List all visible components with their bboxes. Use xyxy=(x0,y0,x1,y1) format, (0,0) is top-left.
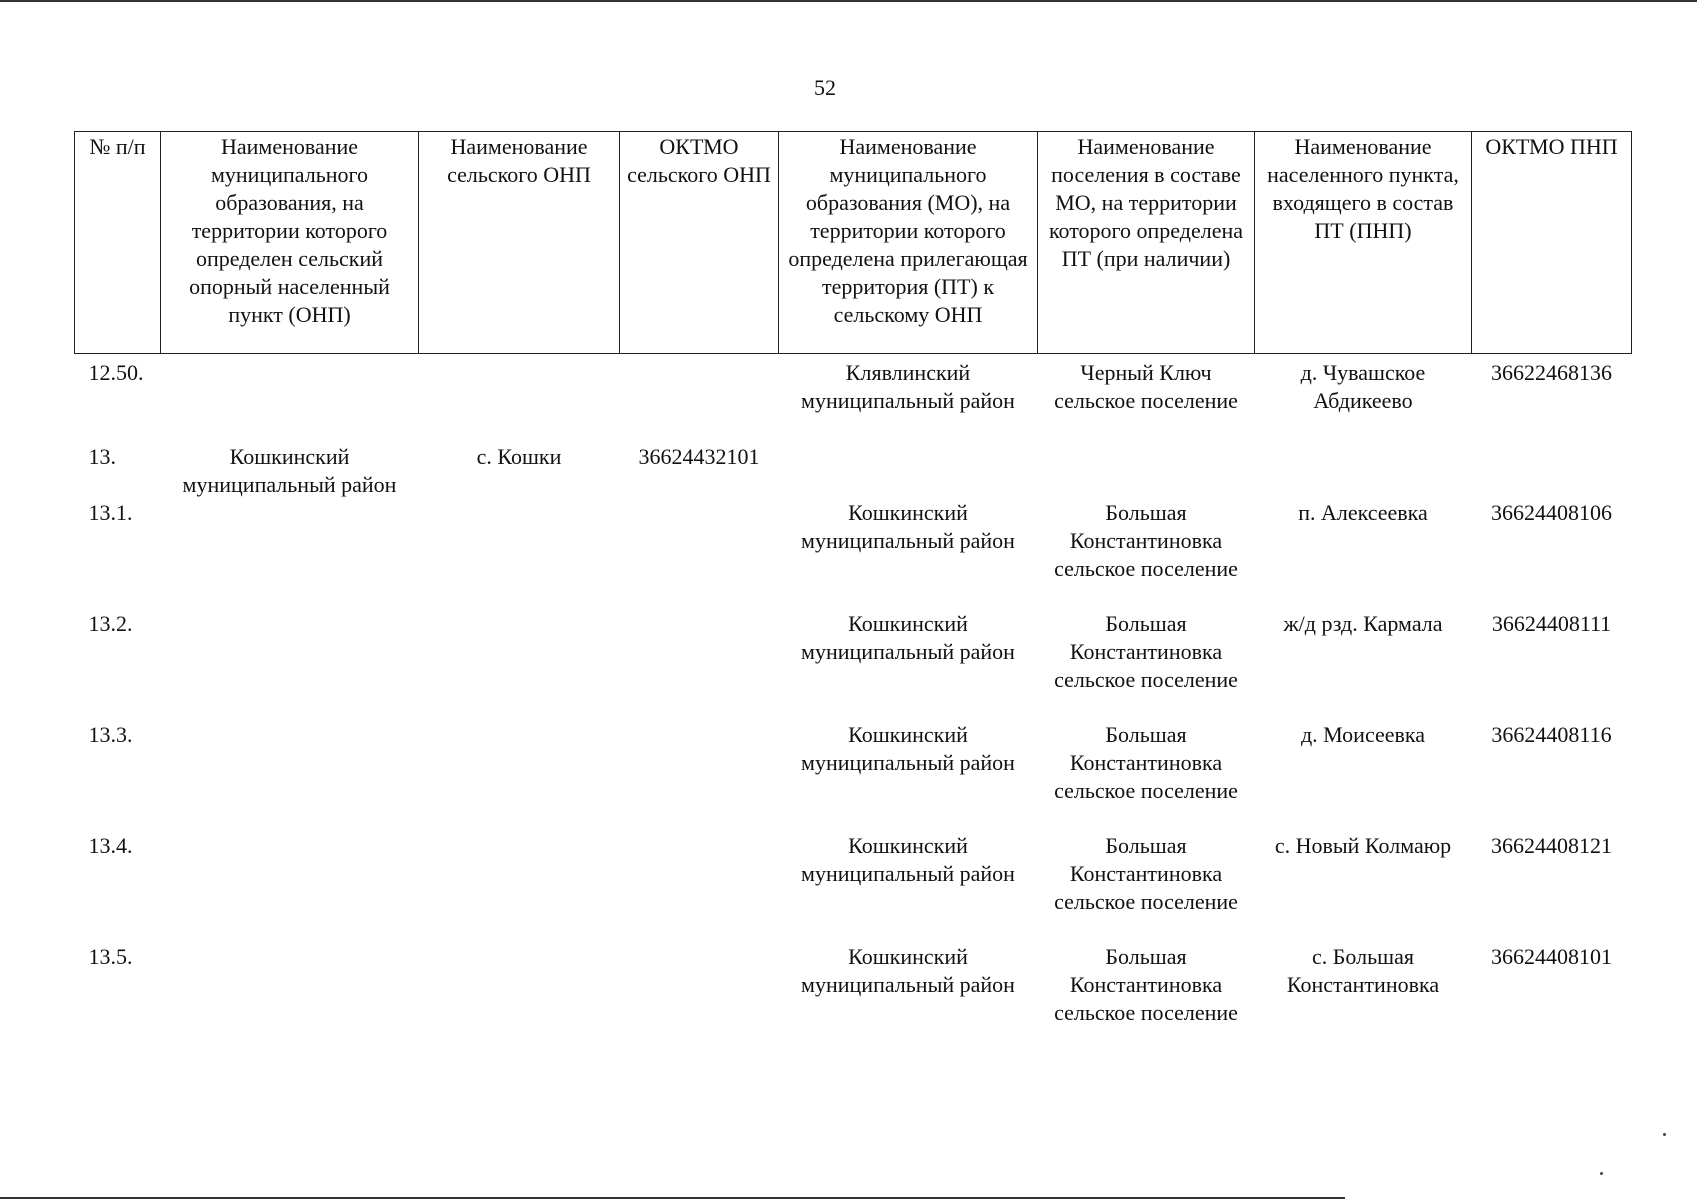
cell-municipality-onp xyxy=(161,499,419,610)
cell-oktmo-onp xyxy=(620,354,779,444)
cell-settlement xyxy=(1038,443,1255,499)
cell-locality-pnp: ж/д рзд. Кармала xyxy=(1283,611,1443,636)
cell-locality-pnp: д. Чувашское Абдикеево xyxy=(1300,360,1426,413)
cell-settlement: Черный Ключ сельское поселение xyxy=(1054,360,1238,413)
cell-oktmo-onp xyxy=(620,499,779,610)
cell-number: 13.4. xyxy=(88,833,133,858)
cell-number: 13.5. xyxy=(88,944,133,969)
cell-settlement: Большая Константиновка сельское поселение xyxy=(1054,722,1238,803)
header-oktmo-pnp: ОКТМО ПНП xyxy=(1472,132,1632,354)
cell-number: 13.1. xyxy=(88,500,133,525)
cell-onp-name xyxy=(419,610,620,721)
scan-speck xyxy=(1600,1172,1603,1175)
cell-oktmo-pnp: 36624408106 xyxy=(1491,500,1612,525)
header-municipality-pt: Наименование муниципального образования (МО), на территории которого определена прилегающая территория (ПТ) к сельскому ОНП xyxy=(779,132,1038,354)
table-row xyxy=(75,499,1632,610)
page-number: 52 xyxy=(814,75,836,100)
cell-municipality-onp xyxy=(161,943,419,1054)
cell-municipality-onp xyxy=(161,354,419,444)
table-row xyxy=(75,610,1632,721)
cell-onp-name xyxy=(419,832,620,943)
cell-number: 13. xyxy=(88,444,116,469)
table-row xyxy=(75,721,1632,832)
cell-number: 12.50. xyxy=(88,360,144,385)
cell-oktmo-onp xyxy=(620,943,779,1054)
cell-settlement: Большая Константиновка сельское поселение xyxy=(1054,611,1238,692)
cell-municipality-pt: Клявлинский муниципальный район xyxy=(801,360,1015,413)
cell-settlement: Большая Константиновка сельское поселение xyxy=(1054,500,1238,581)
table-header-row xyxy=(75,132,1632,354)
cell-settlement: Большая Константиновка сельское поселение xyxy=(1054,944,1238,1025)
cell-locality-pnp: с. Новый Колмаюр xyxy=(1274,833,1452,858)
cell-municipality-pt: Кошкинский муниципальный район xyxy=(801,833,1015,886)
cell-oktmo-pnp: 36624408101 xyxy=(1491,944,1612,969)
cell-oktmo-pnp: 36624408111 xyxy=(1491,611,1612,636)
cell-municipality-pt: Кошкинский муниципальный район xyxy=(801,500,1015,553)
cell-onp-name xyxy=(419,943,620,1054)
table-row xyxy=(75,832,1632,943)
header-settlement: Наименование поселения в составе МО, на территории которого определена ПТ (при наличии) xyxy=(1038,132,1255,354)
cell-municipality-onp xyxy=(161,610,419,721)
cell-oktmo-pnp xyxy=(1472,443,1632,499)
scan-edge-bottom xyxy=(0,1197,1345,1199)
cell-number: 13.2. xyxy=(88,611,133,636)
cell-settlement: Большая Константиновка сельское поселение xyxy=(1054,833,1238,914)
cell-municipality-pt: Кошкинский муниципальный район xyxy=(801,722,1015,775)
cell-municipality-pt: Кошкинский муниципальный район xyxy=(801,611,1015,664)
cell-locality-pnp: с. Большая Константиновка xyxy=(1286,944,1440,997)
cell-onp-name xyxy=(419,354,620,444)
header-onp-name: Наименование сельского ОНП xyxy=(419,132,620,354)
cell-onp-name: с. Кошки xyxy=(476,444,562,469)
header-municipality-onp: Наименование муниципального образования, на территории которого определен сельский опорный населенный пункт (ОНП) xyxy=(161,132,419,354)
cell-oktmo-onp xyxy=(620,610,779,721)
cell-oktmo-pnp: 36624408121 xyxy=(1491,833,1612,858)
cell-municipality-pt: Кошкинский муниципальный район xyxy=(801,944,1015,997)
header-oktmo-onp: ОКТМО сельского ОНП xyxy=(620,132,779,354)
table-row xyxy=(75,443,1632,499)
scan-edge-top xyxy=(0,0,1697,2)
cell-oktmo-onp: 36624432101 xyxy=(638,444,760,469)
cell-number: 13.3. xyxy=(88,722,133,747)
settlements-table xyxy=(74,131,1632,1054)
cell-municipality-pt xyxy=(779,443,1038,499)
table-row xyxy=(75,943,1632,1054)
scan-speck xyxy=(1663,1133,1666,1136)
cell-oktmo-pnp: 36622468136 xyxy=(1491,360,1612,385)
cell-municipality-onp xyxy=(161,832,419,943)
cell-municipality-onp: Кошкинский муниципальный район xyxy=(182,444,397,497)
header-locality-pnp: Наименование населенного пункта, входящего в состав ПТ (ПНП) xyxy=(1255,132,1472,354)
cell-onp-name xyxy=(419,499,620,610)
table-row xyxy=(75,354,1632,444)
cell-oktmo-onp xyxy=(620,832,779,943)
cell-locality-pnp xyxy=(1255,443,1472,499)
cell-oktmo-pnp: 36624408116 xyxy=(1491,722,1612,747)
cell-onp-name xyxy=(419,721,620,832)
header-number: № п/п xyxy=(75,132,161,354)
cell-oktmo-onp xyxy=(620,721,779,832)
cell-municipality-onp xyxy=(161,721,419,832)
cell-locality-pnp: д. Моисеевка xyxy=(1300,722,1426,747)
cell-locality-pnp: п. Алексеевка xyxy=(1298,500,1428,525)
